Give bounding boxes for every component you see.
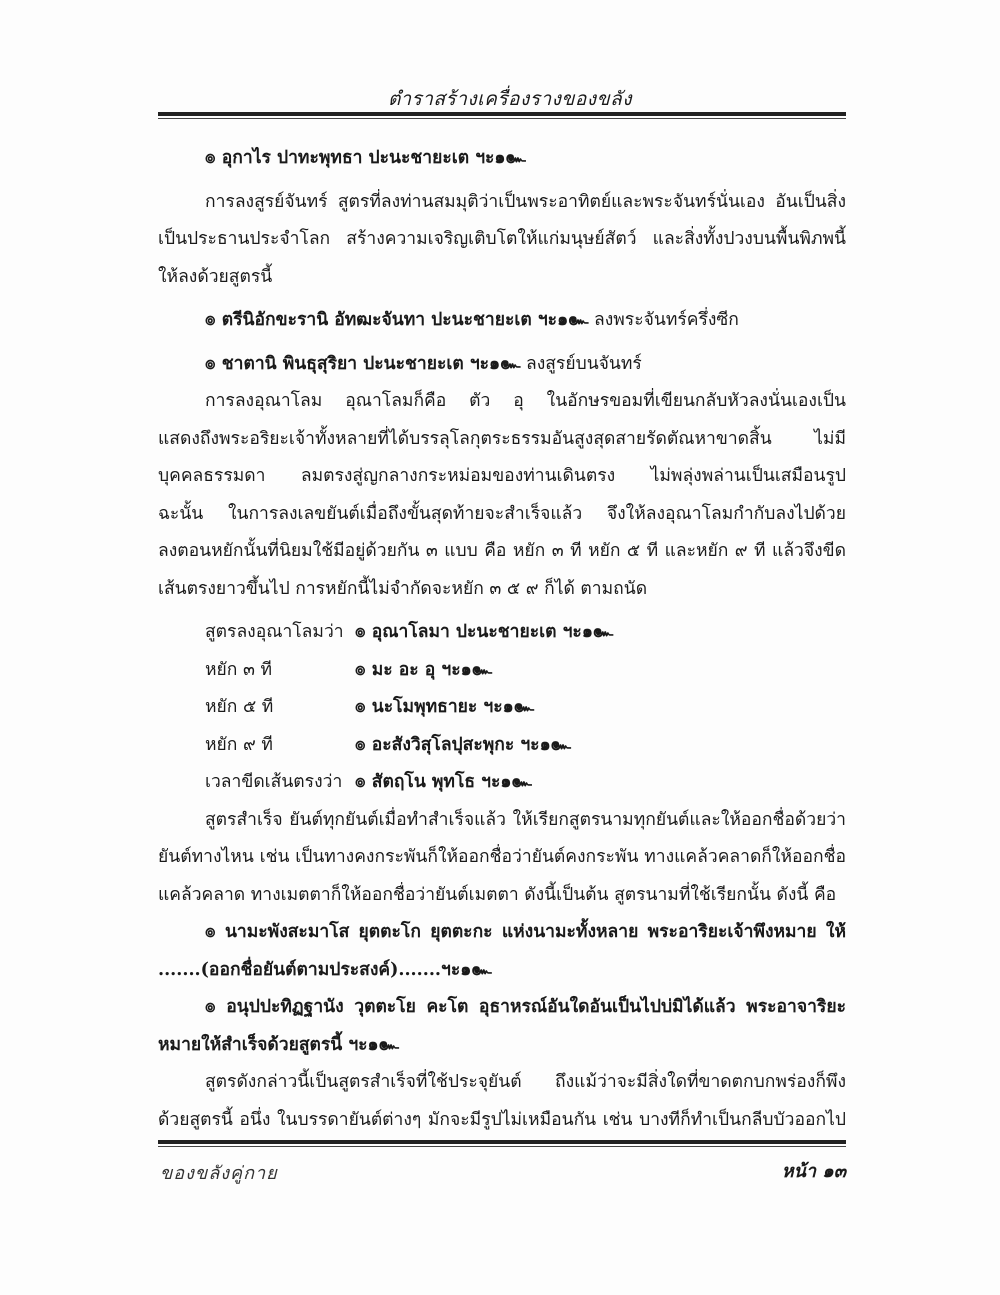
paragraph-line: แคล้วคลาด ทางเมตตาก็ให้ออกชื่อว่ายันต์เมตตา ดังนี้เป็นต้น สูตรนามที่ใช้เรียกนั้น ดังนี้ คือ: [158, 884, 837, 905]
paragraph-line: ให้ลงด้วยสูตรนี้: [158, 266, 273, 287]
formula-text: ๏ สัตฤโน พุทโธ ฯะ๑๛: [355, 772, 532, 792]
verse-line: [158, 302, 846, 340]
paragraph-line: เส้นตรงยาวขึ้นไป การหยักนี้ไม่จำกัดจะหยัก ๓ ๕ ๙ ก็ได้ ตามถนัด: [158, 578, 648, 599]
footer-book-title: ของขลังคู่กาย: [160, 1163, 278, 1184]
footer-rule-thin: [158, 1146, 846, 1147]
formula-text: ๏ มะ อะ อุ ฯะ๑๛: [355, 659, 492, 680]
paragraph-line: สูตรสำเร็จ ยันต์ทุกยันต์เมื่อทำสำเร็จแล้ว ให้เรียกสูตรนามทุกยันต์และให้ออกชื่อด้วยว่า: [205, 809, 846, 830]
formula-text: ๏ อุณาโลมา ปะนะชายะเต ฯะ๑๛: [355, 622, 614, 642]
paragraph-line: ยันต์ทางไหน เช่น เป็นทางคงกระพันก็ให้ออกชื่อว่ายันต์คงกระพัน ทางแคล้วคลาดก็ให้ออกชื่อ: [158, 847, 846, 867]
formula-text: ๏ อะสังวิสุโลปุสะพุกะ ฯะ๑๛: [355, 734, 571, 755]
footer-rule: [158, 1140, 846, 1144]
paragraph-line: ฉะนั้น ในการลงเลขยันต์เมื่อถึงขั้นสุดท้ายจะสำเร็จแล้ว จึงให้ลงอุณาโลมกำกับลงไปด้วย: [158, 503, 846, 524]
verse-line: ๏ อุกาไร ปาทะพุทธา ปะนะชายะเต ฯะ๑๛: [205, 148, 526, 168]
verse-line: .......(ออกชื่อยันต์ตามประสงค์).......ฯะ๑๛: [158, 959, 492, 980]
verse-note: ลงสูรย์บนจันทร์: [520, 353, 642, 374]
formula-row: [158, 764, 846, 802]
verse-text: ๏ ชาตานิ พินธุสุริยา ปะนะชายะเต ฯะ๑๛: [205, 353, 521, 374]
verse-line: [158, 346, 846, 384]
verse-text: ๏ ตรีนิอักขะรานิ อัทฒะจันทา ปะนะชายะเต ฯะ๑๛: [205, 310, 589, 330]
paragraph-line: การลงสูรย์จันทร์ สูตรที่ลงท่านสมมุติว่าเป็นพระอาทิตย์และพระจันทร์นั่นเอง อันเป็นสิ่ง: [205, 191, 846, 212]
formula-row: [158, 652, 846, 690]
formula-label: สูตรลงอุณาโลมว่า: [205, 622, 344, 642]
verse-line: หมายให้สำเร็จด้วยสูตรนี้ ฯะ๑๛: [158, 1034, 399, 1055]
paragraph-line: สูตรดังกล่าวนี้เป็นสูตรสำเร็จที่ใช้ประจุยันต์ ถึงแม้ว่าจะมีสิ่งใดที่ขาดตกบกพร่องก็พึง: [205, 1072, 846, 1092]
formula-label: เวลาขีดเส้นตรงว่า: [205, 772, 343, 792]
paragraph-line: แสดงถึงพระอริยะเจ้าทั้งหลายที่ได้บรรลุโลกุตระธรรมอันสูงสุดสายรัดตัณหาขาดสิ้น ไม่มี: [158, 428, 846, 449]
formula-row: [158, 689, 846, 727]
verse-line: ๏ อนุปปะทิฏฐานัง วุตตะโย คะโต อุธาหรณ์อันใดอันเป็นไปบ่มิได้แล้ว พระอาจาริยะ: [205, 997, 846, 1017]
paragraph-line: การลงอุณาโลม อุณาโลมก็คือ ตัว อุ ในอักษรขอมที่เขียนกลับหัวลงนั่นเองเป็น: [205, 391, 846, 411]
formula-label: หยัก ๙ ที: [205, 734, 273, 755]
formula-label: หยัก ๓ ที: [205, 659, 273, 680]
formula-row: [158, 614, 846, 652]
formula-text: ๏ นะโมพุทธายะ ฯะ๑๛: [355, 697, 534, 717]
header-title: ตำราสร้างเครื่องรางของขลัง: [388, 88, 632, 110]
paragraph-line: ด้วยสูตรนี้ อนึ่ง ในบรรดายันต์ต่างๆ มักจะมีรูปไม่เหมือนกัน เช่น บางทีก็ทำเป็นกลีบบัวออกไป: [158, 1109, 846, 1130]
page-body: [158, 140, 846, 1139]
formula-label: หยัก ๕ ที: [205, 697, 274, 717]
paragraph-line: บุคคลธรรมดา ลมตรงสู่ญกลางกระหม่อมของท่านเดินตรง ไม่พลุ่งพล่านเป็นเสมือนรูป: [158, 466, 846, 486]
verse-line: ๏ นามะพังสะมาโส ยุตตะโก ยุตตะกะ แห่งนามะทั้งหลาย พระอาริยะเจ้าพึงหมาย ให้: [205, 922, 846, 942]
paragraph-line: ลงตอนหยักนั้นที่นิยมใช้มีอยู่ด้วยกัน ๓ แบบ คือ หยัก ๓ ที หยัก ๕ ที และหยัก ๙ ที แล้วจึงขีด: [158, 541, 846, 561]
verse-note: ลงพระจันทร์ครึ่งซีก: [588, 310, 739, 330]
paragraph-line: เป็นประธานประจำโลก สร้างความเจริญเติบโตให้แก่มนุษย์สัตว์ และสิ่งทั้งปวงบนพื้นพิภพนี้: [158, 229, 846, 249]
formula-row: [158, 727, 846, 765]
header-rule: [158, 112, 846, 116]
page-number: หน้า ๑๓: [781, 1161, 846, 1182]
header-rule-thin: [158, 118, 846, 119]
